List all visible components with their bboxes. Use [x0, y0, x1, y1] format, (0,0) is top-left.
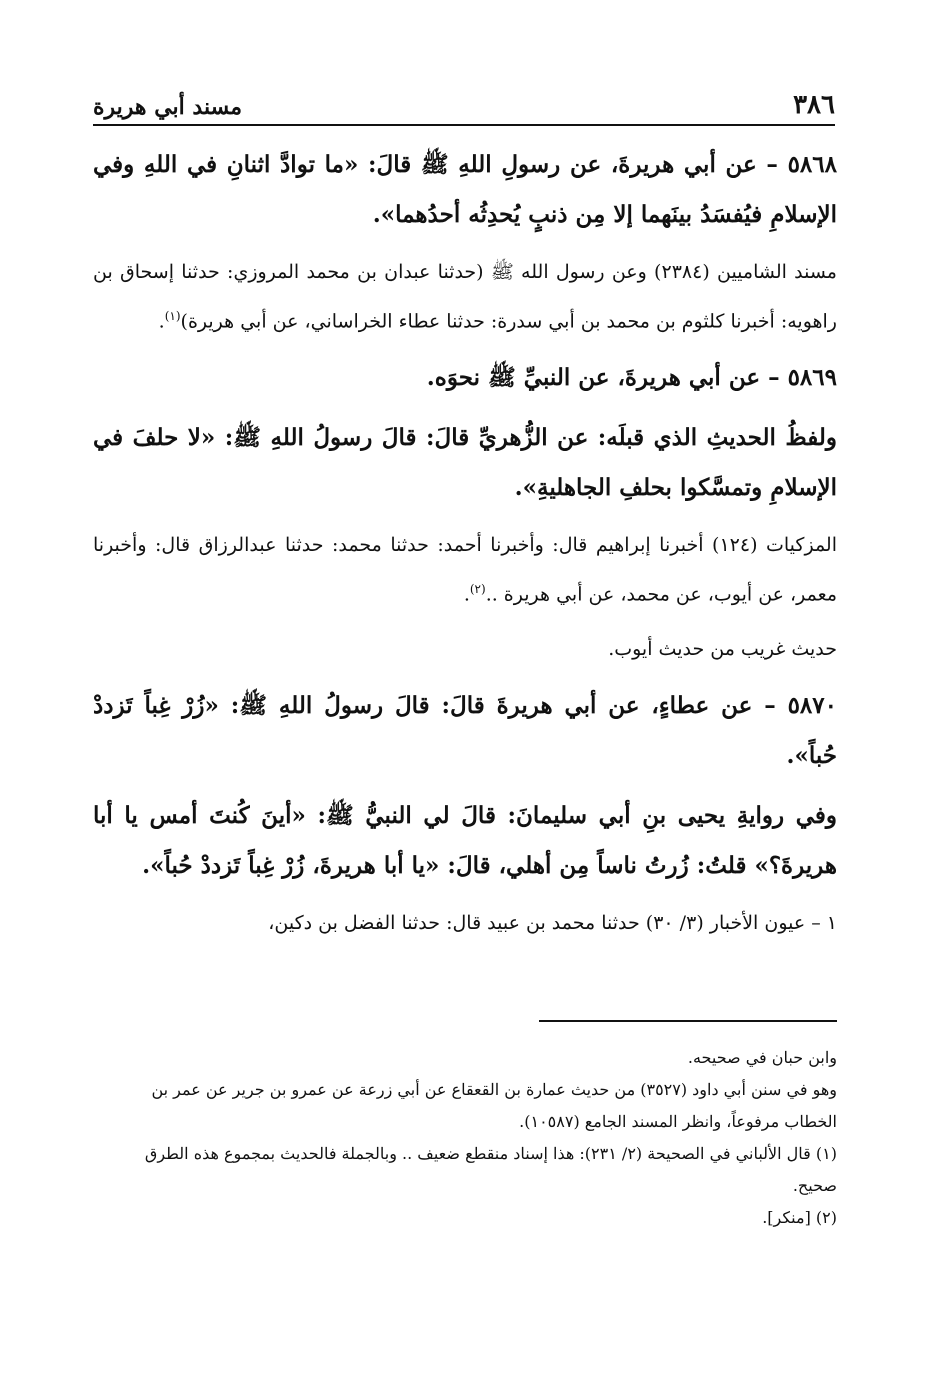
- hadith-5870-variant: وفي روايةِ يحيى بنِ أبي سليمانَ: قالَ لي النبيُّ ﷺ: «أينَ كُنتَ أمس يا أبا هريرةَ؟» قلتُ: زُرتُ ناساً مِن أهلي، قالَ: «يا أبا هريرةَ، زُرْ غِباً تَزددْ حُباً».: [93, 801, 837, 879]
- hadith-5868: ٥٨٦٨ – عن أبي هريرةَ، عن رسولِ اللهِ ﷺ قالَ: «ما توادَّ اثنانِ في اللهِ وفي الإسلامِ فيُفسَدُ بينَهما إلا مِن ذنبٍ يُحدِثُه أحدُهما».: [93, 151, 837, 228]
- source-note-end: .: [463, 583, 470, 606]
- page-number: ٣٨٦: [793, 90, 835, 120]
- footnote-1: (١) قال الألباني في الصحيحة (٢/ ٢٣١): هذا إسناد منقطع ضعيف .. وبالجملة فالحديث بمجموع هذه الطرق صحيح.: [144, 1144, 837, 1195]
- hadith-5870: ٥٨٧٠ – عن عطاءٍ، عن أبي هريرةَ قالَ: قالَ رسولُ اللهِ ﷺ: «زُرْ غِباً تَزددْ حُباً».: [93, 691, 837, 769]
- source-note-5869: [93, 523, 837, 616]
- footnote-2: (٢) [منكر].: [762, 1208, 837, 1227]
- grading-note: حديث غريب من حديث أيوب.: [608, 637, 837, 660]
- footnotes: [98, 1042, 837, 1234]
- footnote-ref-1: (١): [164, 309, 181, 323]
- footnote-continuation-1: وابن حبان في صحيحه.: [687, 1048, 837, 1067]
- running-title: مسند أبي هريرة: [93, 94, 243, 120]
- footnote-ref-2: (٢): [469, 582, 486, 597]
- footnote-continuation-2: وهو في سنن أبي داود (٣٥٢٧) من حديث عمارة بن القعقاع عن أبي زرعة عن عمرو بن جرير عن عمر بن الخطاب مرفوعاً، وانظر المسند الجامع (١٠٥٨٧).: [151, 1080, 837, 1131]
- source-note-5868: [93, 250, 837, 343]
- source-note-text: مسند الشاميين (٢٣٨٤) وعن رسول الله ﷺ (حدثنا عبدان بن محمد المروزي: حدثنا إسحاق بن راهويه: أخبرنا كلثوم بن محمد بن أبي سدرة: حدثنا عطاء الخراساني، عن أبي هريرة): [93, 261, 837, 333]
- source-note-5870: ١ – عيون الأخبار (٣/ ٣٠) حدثنا محمد بن عبيد قال: حدثنا الفضل بن دكين،: [268, 911, 837, 934]
- hadith-5869: ٥٨٦٩ – عن أبي هريرةَ، عن النبيِّ ﷺ نحوَه.: [426, 364, 837, 392]
- footnote-separator: [539, 1020, 837, 1022]
- source-note-end: .: [158, 310, 165, 333]
- hadith-5869-wording: ولفظُ الحديثِ الذي قبلَه: عن الزُّهريِّ قالَ: قالَ رسولُ اللهِ ﷺ: «لا حلفَ في الإسلامِ وتمسَّكوا بحلفِ الجاهليةِ».: [93, 424, 837, 502]
- main-text: [93, 140, 837, 955]
- source-note-text: المزكيات (١٢٤) أخبرنا إبراهيم قال: وأخبرنا أحمد: حدثنا محمد: حدثنا عبدالرزاق قال: وأخبرنا معمر، عن أيوب، عن محمد، عن أبي هريرة ..: [93, 534, 837, 606]
- page-header: [93, 78, 835, 126]
